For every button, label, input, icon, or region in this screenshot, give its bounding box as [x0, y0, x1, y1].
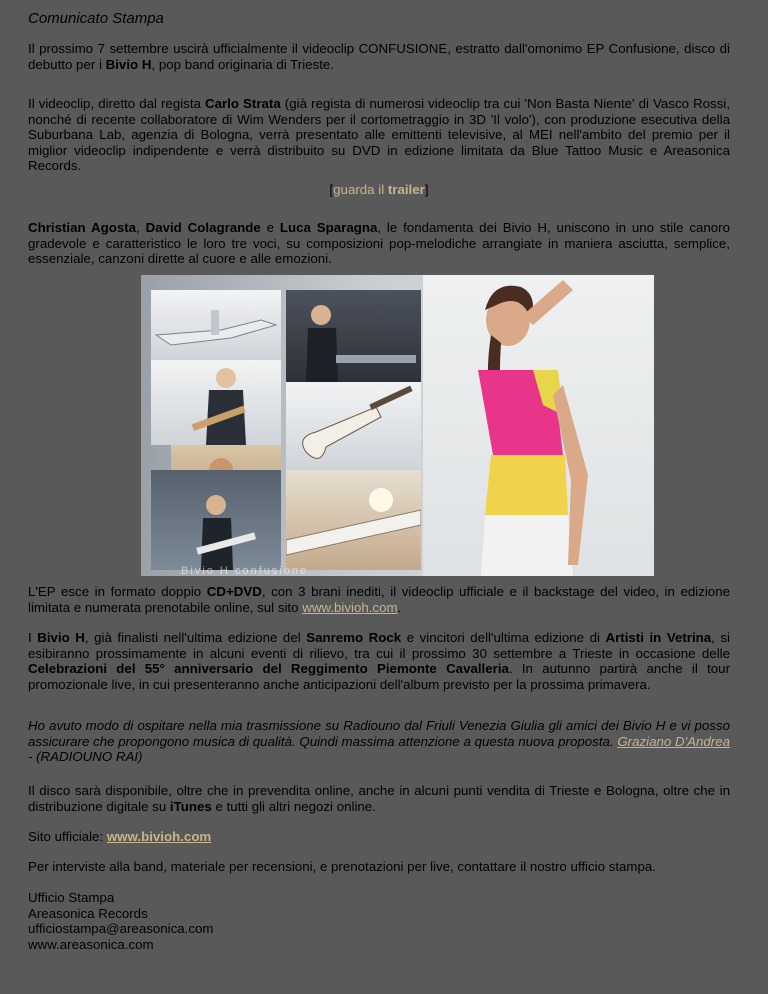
contact-block	[28, 890, 730, 952]
page-title: Comunicato Stampa	[28, 10, 164, 27]
trailer-link[interactable]	[333, 182, 425, 197]
text: e	[260, 220, 280, 235]
text: , si esibiranno prossimamente in alcuni eventi di rilievo, tra cui il prossimo 30 settembre a Trieste in occasione delle	[28, 630, 731, 661]
album-cover-collage	[141, 275, 654, 576]
paragraph-format	[28, 584, 730, 615]
official-site-link[interactable]: www.bivioh.com	[106, 829, 212, 844]
model-figure-icon	[423, 275, 654, 576]
event-name: Celebrazioni del 55° anniversario del Reggimento Piemonte Cavalleria	[28, 661, 509, 677]
text: e tutti gli altri negozi online.	[211, 798, 376, 814]
quote-text: Ho avuto modo di ospitare nella mia trasmissione su Radiouno dal Friuli Venezia Giulia gli amici dei Bivio H e vi posso assicurare che propongono musica di qualità. Quindi massima attenzione a questa nuova proposta.	[28, 718, 730, 749]
text: I	[28, 630, 38, 645]
contact-label: Areasonica Records	[28, 905, 148, 921]
text: , le fondamenta dei Bivio H, uniscono in uno stile canoro gradevole e caratteristico le loro tre voci, su composizioni pop-melodiche arrangiate in maniera asciutta, semplice, essenziale, canzoni dirette al cuore e alle emozioni.	[28, 220, 730, 267]
paragraph-members	[28, 220, 730, 267]
contact-office: Ufficio Stampa	[28, 890, 115, 905]
contact-email[interactable]: ufficiostampa@areasonica.com	[28, 921, 214, 937]
paragraph-director	[28, 96, 730, 174]
text: Il disco sarà disponibile, oltre che in prevendita online, anche in alcuni punti vendita di Trieste e Bologna, oltre che in distribuzione digitale su	[28, 783, 730, 814]
text: , pop band originaria di Trieste.	[151, 56, 335, 72]
collage-tile-keyboardist	[286, 290, 421, 382]
paragraph-availability	[28, 783, 730, 814]
hangar-guitarist-icon	[151, 470, 281, 570]
event-name: Artisti in Vetrina	[605, 630, 712, 645]
band-name: Bivio H	[37, 630, 85, 645]
paragraph-contact-info	[28, 859, 730, 875]
text: Per interviste alla band, materiale per recensioni, e prenotazioni per live, contattare il nostro ufficio stampa.	[28, 859, 656, 874]
text: .	[397, 599, 402, 615]
text: Il prossimo 7 settembre uscirà ufficialmente il videoclip CONFUSIONE, estratto dall'omonimo EP Confusione, disco di debutto per i	[28, 41, 730, 72]
format-bold: CD+DVD	[206, 584, 262, 599]
band-name: Bivio H	[105, 56, 152, 72]
text: ,	[136, 220, 146, 235]
text: (già regista di numerosi videoclip tra cui 'Non Basta Niente' di Vasco Rossi, nonché di recente collaboratore di Wim Wenders per il cortometraggio in 3D 'Il volo'), con produzione esecutiva della Suburbana Lab, agenzia di Bologna, verrà presentato alle emittenti televisive, al MEI nell'ambito del premio per il miglior videoclip indipendente e verrà distribuito su DVD in edizione limitata da Blue Tattoo Music e Areasonica Records.	[28, 96, 731, 174]
event-name: Sanremo Rock	[306, 630, 402, 645]
member-name: David Colagrande	[145, 220, 261, 235]
website-link[interactable]: www.bivioh.com	[302, 599, 398, 615]
trailer-line	[28, 182, 730, 198]
collage-tile-hangar-guitarist	[151, 470, 281, 570]
collage-model-photo	[423, 275, 654, 576]
quote-author-link[interactable]: Graziano D'Andrea	[617, 733, 730, 749]
keyboardist-icon	[286, 290, 421, 382]
text: Il videoclip, diretto dal regista	[28, 96, 205, 111]
bracket-open: [	[329, 182, 334, 197]
contact-website[interactable]: www.areasonica.com	[28, 936, 154, 952]
trailer-link-bold: trailer	[387, 182, 425, 197]
text: , già finalisti nell'ultima edizione del	[84, 630, 307, 645]
quote-paragraph	[28, 718, 730, 765]
guitarist-icon	[151, 360, 281, 445]
bracket-close: ]	[424, 182, 429, 197]
plane-wing-icon	[286, 470, 421, 570]
text: e vincitori dell'ultima edizione di	[401, 630, 606, 645]
plane-icon	[151, 290, 281, 360]
paragraph-events	[28, 630, 730, 692]
text: . In autunno partirà anche il tour promozionale live, in cui presenteranno anche anticipazioni dell'album previsto per la prossima primavera.	[28, 661, 730, 692]
paragraph-release-date	[28, 41, 730, 72]
store-name: iTunes	[169, 798, 212, 814]
collage-tile-guitar-closeup	[286, 382, 421, 470]
cover-overlay-text: Bivio H confusione	[181, 565, 309, 576]
member-name: Christian Agosta	[28, 220, 137, 235]
guitar-icon	[286, 382, 421, 470]
director-name: Carlo Strata	[204, 96, 281, 111]
site-label: Sito ufficiale:	[28, 829, 107, 844]
official-site-line	[28, 829, 730, 845]
collage-tile-plane	[151, 290, 281, 360]
member-name: Luca Sparagna	[279, 220, 378, 235]
trailer-link-text: guarda il	[333, 182, 388, 197]
text: , con 3 brani inediti, il videoclip ufficiale e il backstage del video, in edizione limitata e numerata prenotabile online, sul sito	[28, 584, 730, 615]
collage-tile-plane-sunset	[286, 470, 421, 570]
quote-source: - (RADIOUNO RAI)	[28, 749, 143, 765]
text: L'EP esce in formato doppio	[28, 584, 207, 599]
collage-tile-guitarist	[151, 360, 281, 445]
